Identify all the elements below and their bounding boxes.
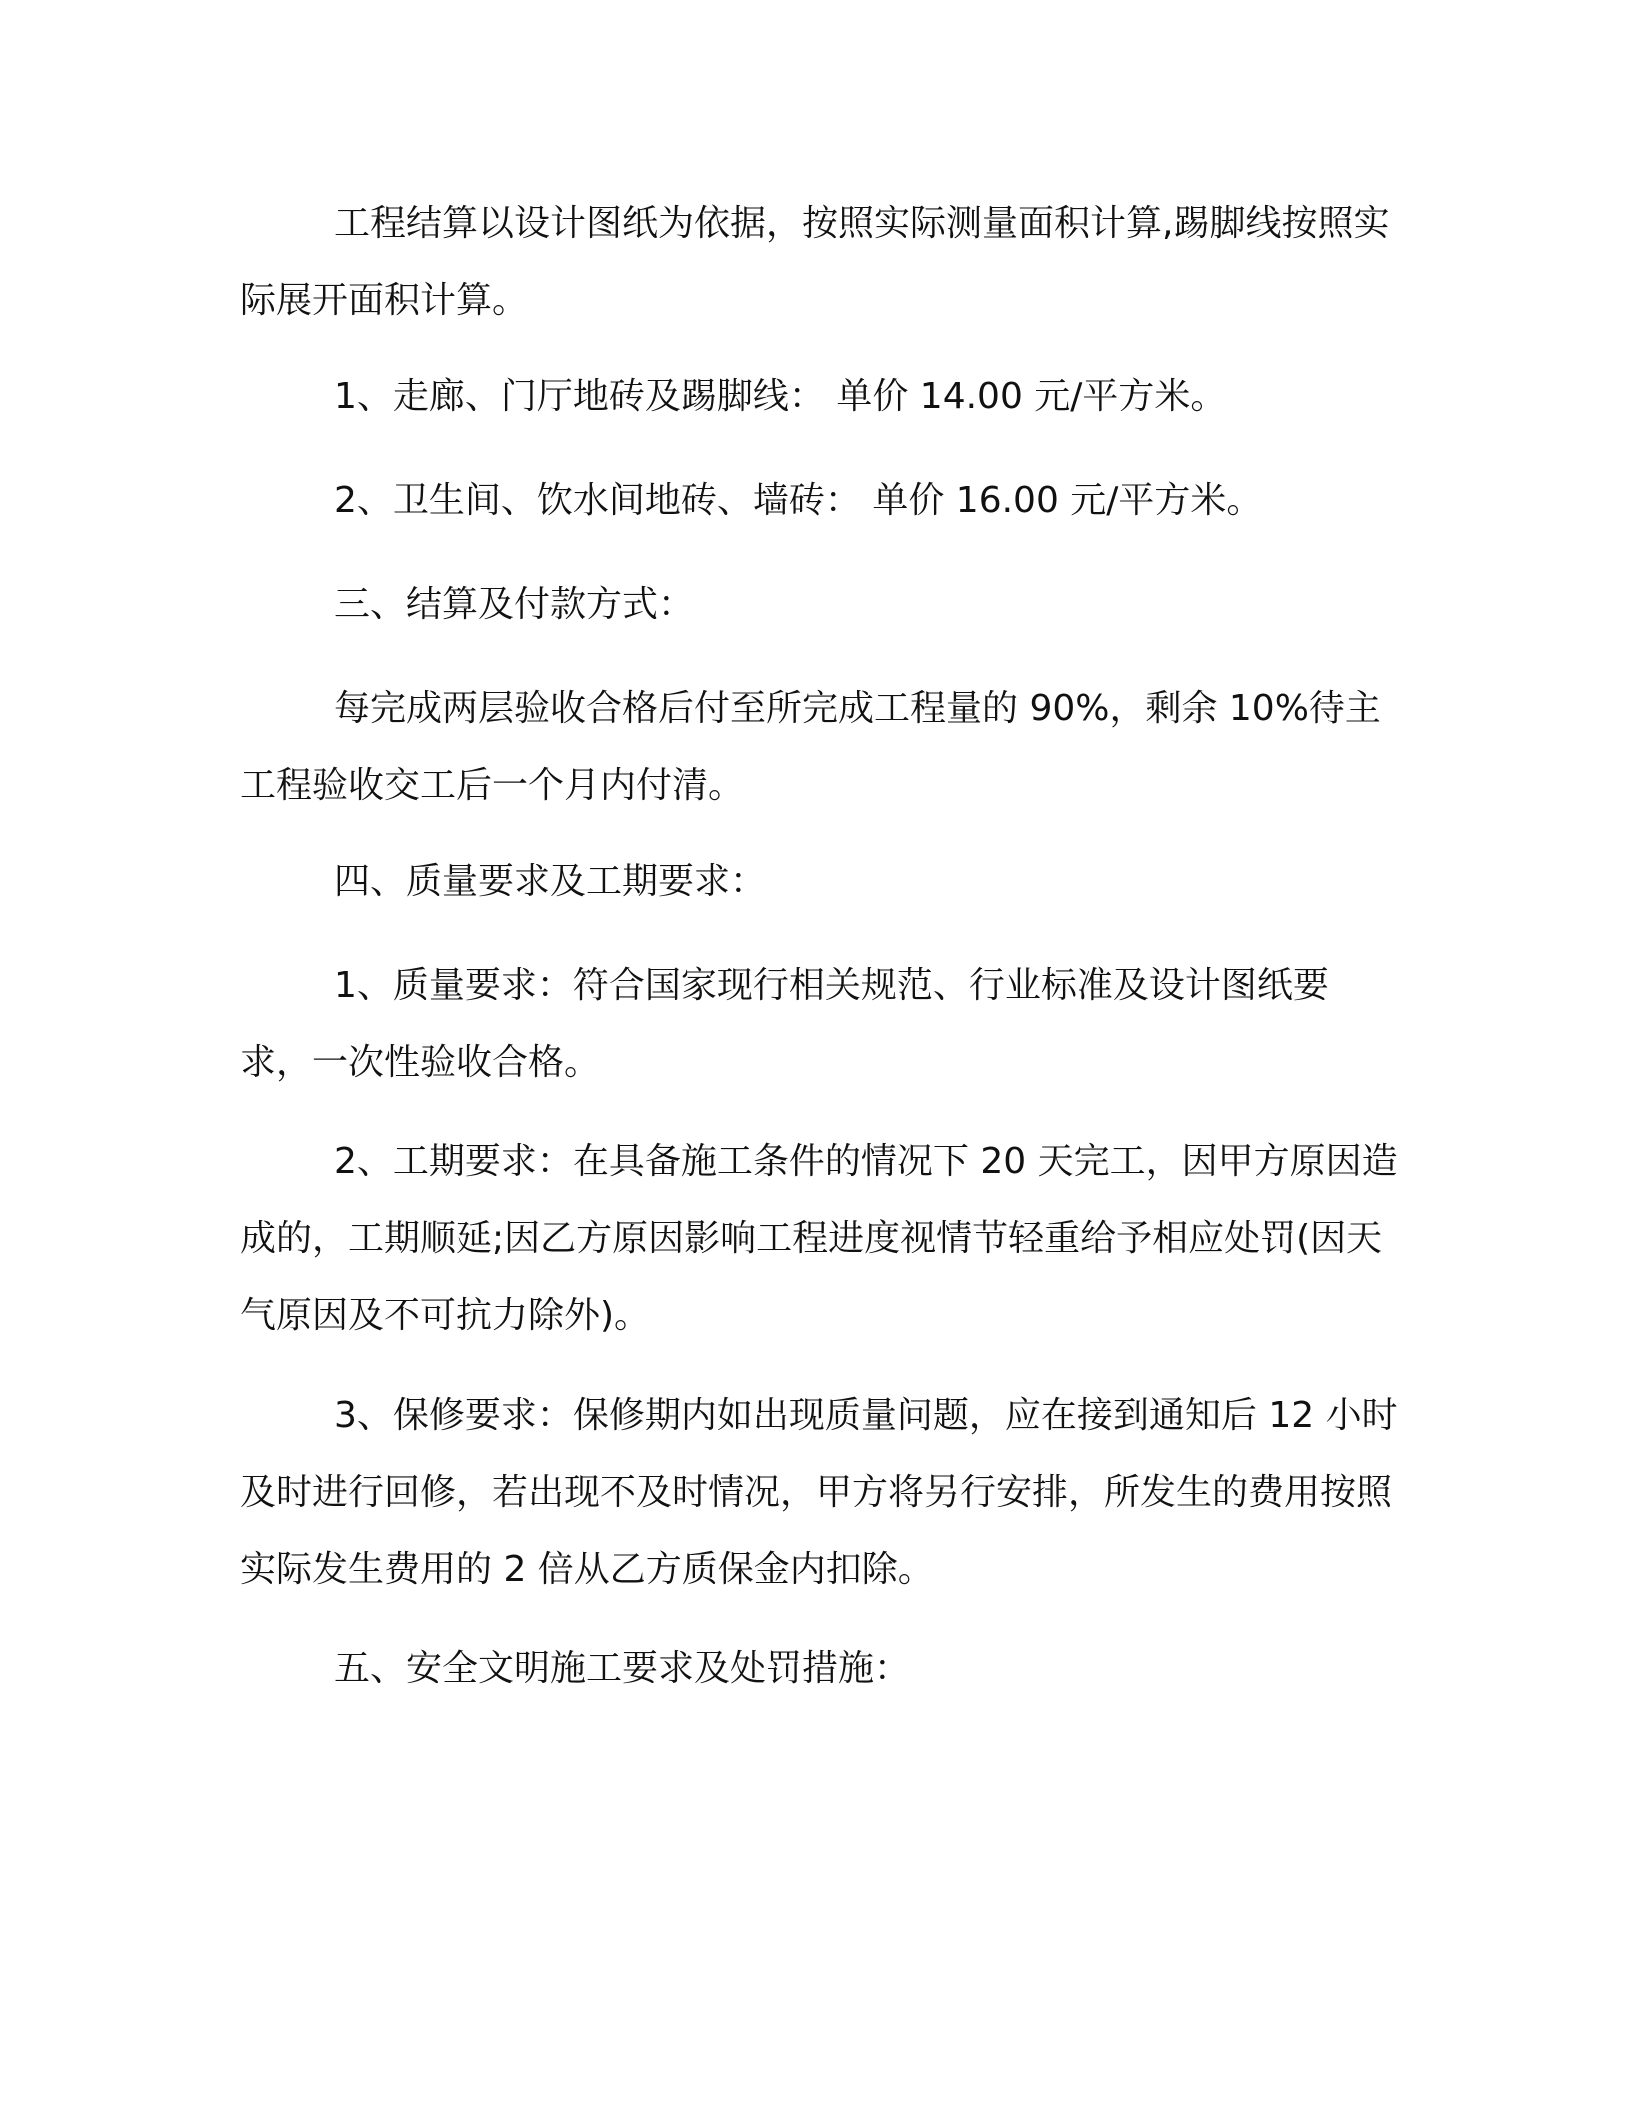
- section-heading-quality-schedule: 四、质量要求及工期要求：: [334, 861, 767, 902]
- paragraph-warranty-requirement: 3、保修要求：保修期内如出现质量问题，应在接到通知后 12 小时及时进行回修，若出现不及时情况，甲方将另行安排，所发生的费用按照实际发生费用的 2 倍从乙方质保金内扣除。: [240, 1395, 1398, 1590]
- section-heading-payment: 三、结算及付款方式：: [334, 584, 695, 625]
- paragraph-schedule-requirement: 2、工期要求：在具备施工条件的情况下 20 天完工，因甲方原因造成的，工期顺延;因乙方原因影响工程进度视情节轻重给予相应处罚(因天气原因及不可抗力除外)。: [240, 1141, 1398, 1336]
- paragraph-settlement-basis: 工程结算以设计图纸为依据，按照实际测量面积计算,踢脚线按照实际展开面积计算。: [240, 203, 1390, 321]
- paragraph-corridor-tile-price: 1、走廊、门厅地砖及踢脚线： 单价 14.00 元/平方米。: [334, 376, 1227, 417]
- section-heading-safety: 五、安全文明施工要求及处罚措施：: [334, 1648, 911, 1689]
- paragraph-quality-requirement: 1、质量要求：符合国家现行相关规范、行业标准及设计图纸要求，一次性验收合格。: [240, 965, 1329, 1083]
- paragraph-payment-terms: 每完成两层验收合格后付至所完成工程量的 90%，剩余 10%待主工程验收交工后一个月内付清。: [240, 688, 1381, 806]
- paragraph-restroom-tile-price: 2、卫生间、饮水间地砖、墙砖： 单价 16.00 元/平方米。: [334, 480, 1263, 521]
